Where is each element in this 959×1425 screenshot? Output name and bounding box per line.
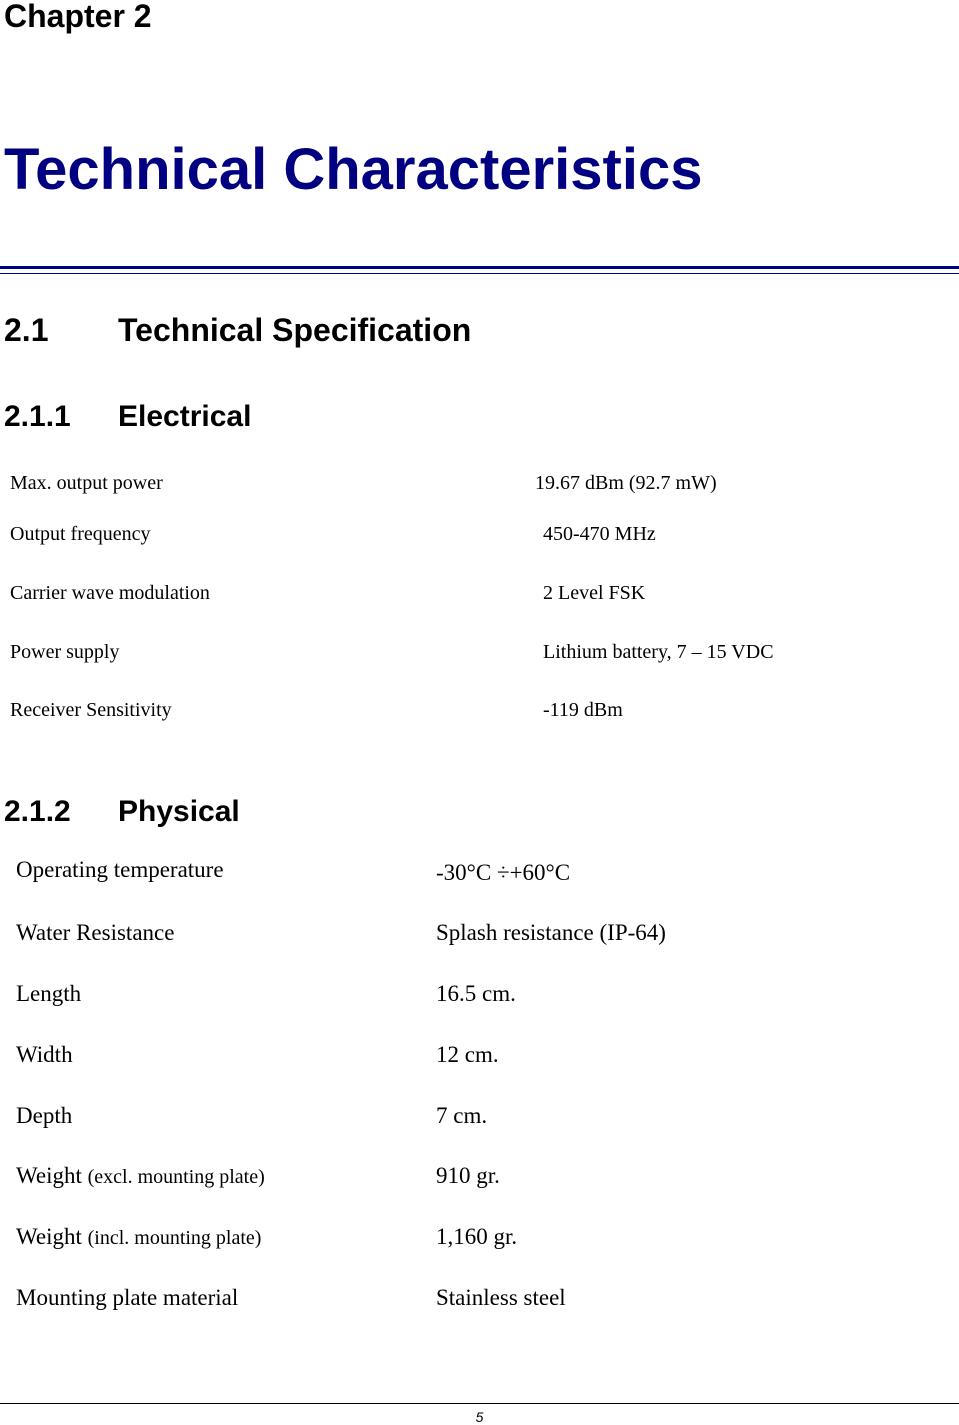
spec-label-text: Operating temperature bbox=[16, 857, 224, 882]
spec-value: Splash resistance (IP-64) bbox=[436, 920, 666, 945]
spec-label-note: (excl. mounting plate) bbox=[87, 1166, 265, 1188]
spec-label-text: Length bbox=[16, 981, 82, 1006]
section-heading bbox=[4, 312, 471, 349]
spec-value: 19.67 dBm (92.7 mW) bbox=[535, 472, 717, 494]
title-divider-thick bbox=[0, 266, 959, 269]
spec-label: Power supply bbox=[10, 641, 120, 663]
spec-value: 16.5 cm. bbox=[436, 981, 516, 1006]
spec-value: -30°C ÷+60°C bbox=[436, 860, 571, 885]
page-number: 5 bbox=[475, 1409, 484, 1425]
spec-value: 450-470 MHz bbox=[543, 523, 656, 545]
spec-label bbox=[16, 1224, 261, 1250]
electrical-heading bbox=[4, 400, 251, 434]
spec-label-note: (incl. mounting plate) bbox=[87, 1227, 262, 1249]
spec-value: -119 dBm bbox=[543, 699, 623, 721]
spec-value: 7 cm. bbox=[436, 1103, 488, 1128]
physical-heading bbox=[4, 795, 240, 829]
spec-label-text: Weight bbox=[16, 1224, 82, 1249]
chapter-title: Technical Characteristics bbox=[4, 137, 703, 202]
spec-label: Receiver Sensitivity bbox=[10, 699, 172, 721]
footer-divider bbox=[0, 1403, 959, 1404]
spec-value: Lithium battery, 7 – 15 VDC bbox=[543, 641, 774, 663]
spec-label bbox=[16, 981, 81, 1007]
spec-label: Output frequency bbox=[10, 523, 151, 545]
title-divider-thin bbox=[0, 273, 959, 274]
electrical-title: Electrical bbox=[118, 400, 252, 433]
spec-label-text: Weight bbox=[16, 1163, 82, 1188]
spec-label bbox=[16, 1163, 265, 1189]
spec-label-text: Width bbox=[16, 1042, 73, 1067]
spec-label-text: Water Resistance bbox=[16, 920, 175, 945]
electrical-number: 2.1.1 bbox=[4, 400, 71, 433]
spec-label bbox=[16, 1285, 238, 1311]
spec-value: 1,160 gr. bbox=[436, 1224, 518, 1249]
spec-label: Max. output power bbox=[10, 472, 163, 494]
physical-number: 2.1.2 bbox=[4, 795, 71, 828]
spec-label-text: Mounting plate material bbox=[16, 1285, 239, 1310]
spec-value: 12 cm. bbox=[436, 1042, 499, 1067]
chapter-label: Chapter 2 bbox=[4, 0, 152, 34]
spec-label bbox=[16, 920, 174, 946]
physical-title: Physical bbox=[118, 795, 240, 828]
spec-value: 910 gr. bbox=[436, 1163, 500, 1188]
spec-label bbox=[16, 1042, 73, 1068]
spec-label bbox=[16, 1103, 72, 1129]
section-number: 2.1 bbox=[4, 312, 49, 348]
spec-label bbox=[16, 857, 224, 883]
section-title: Technical Specification bbox=[118, 312, 472, 348]
spec-label-text: Depth bbox=[16, 1103, 73, 1128]
spec-value: 2 Level FSK bbox=[543, 582, 646, 604]
spec-value: Stainless steel bbox=[436, 1285, 566, 1310]
spec-label: Carrier wave modulation bbox=[10, 582, 210, 604]
